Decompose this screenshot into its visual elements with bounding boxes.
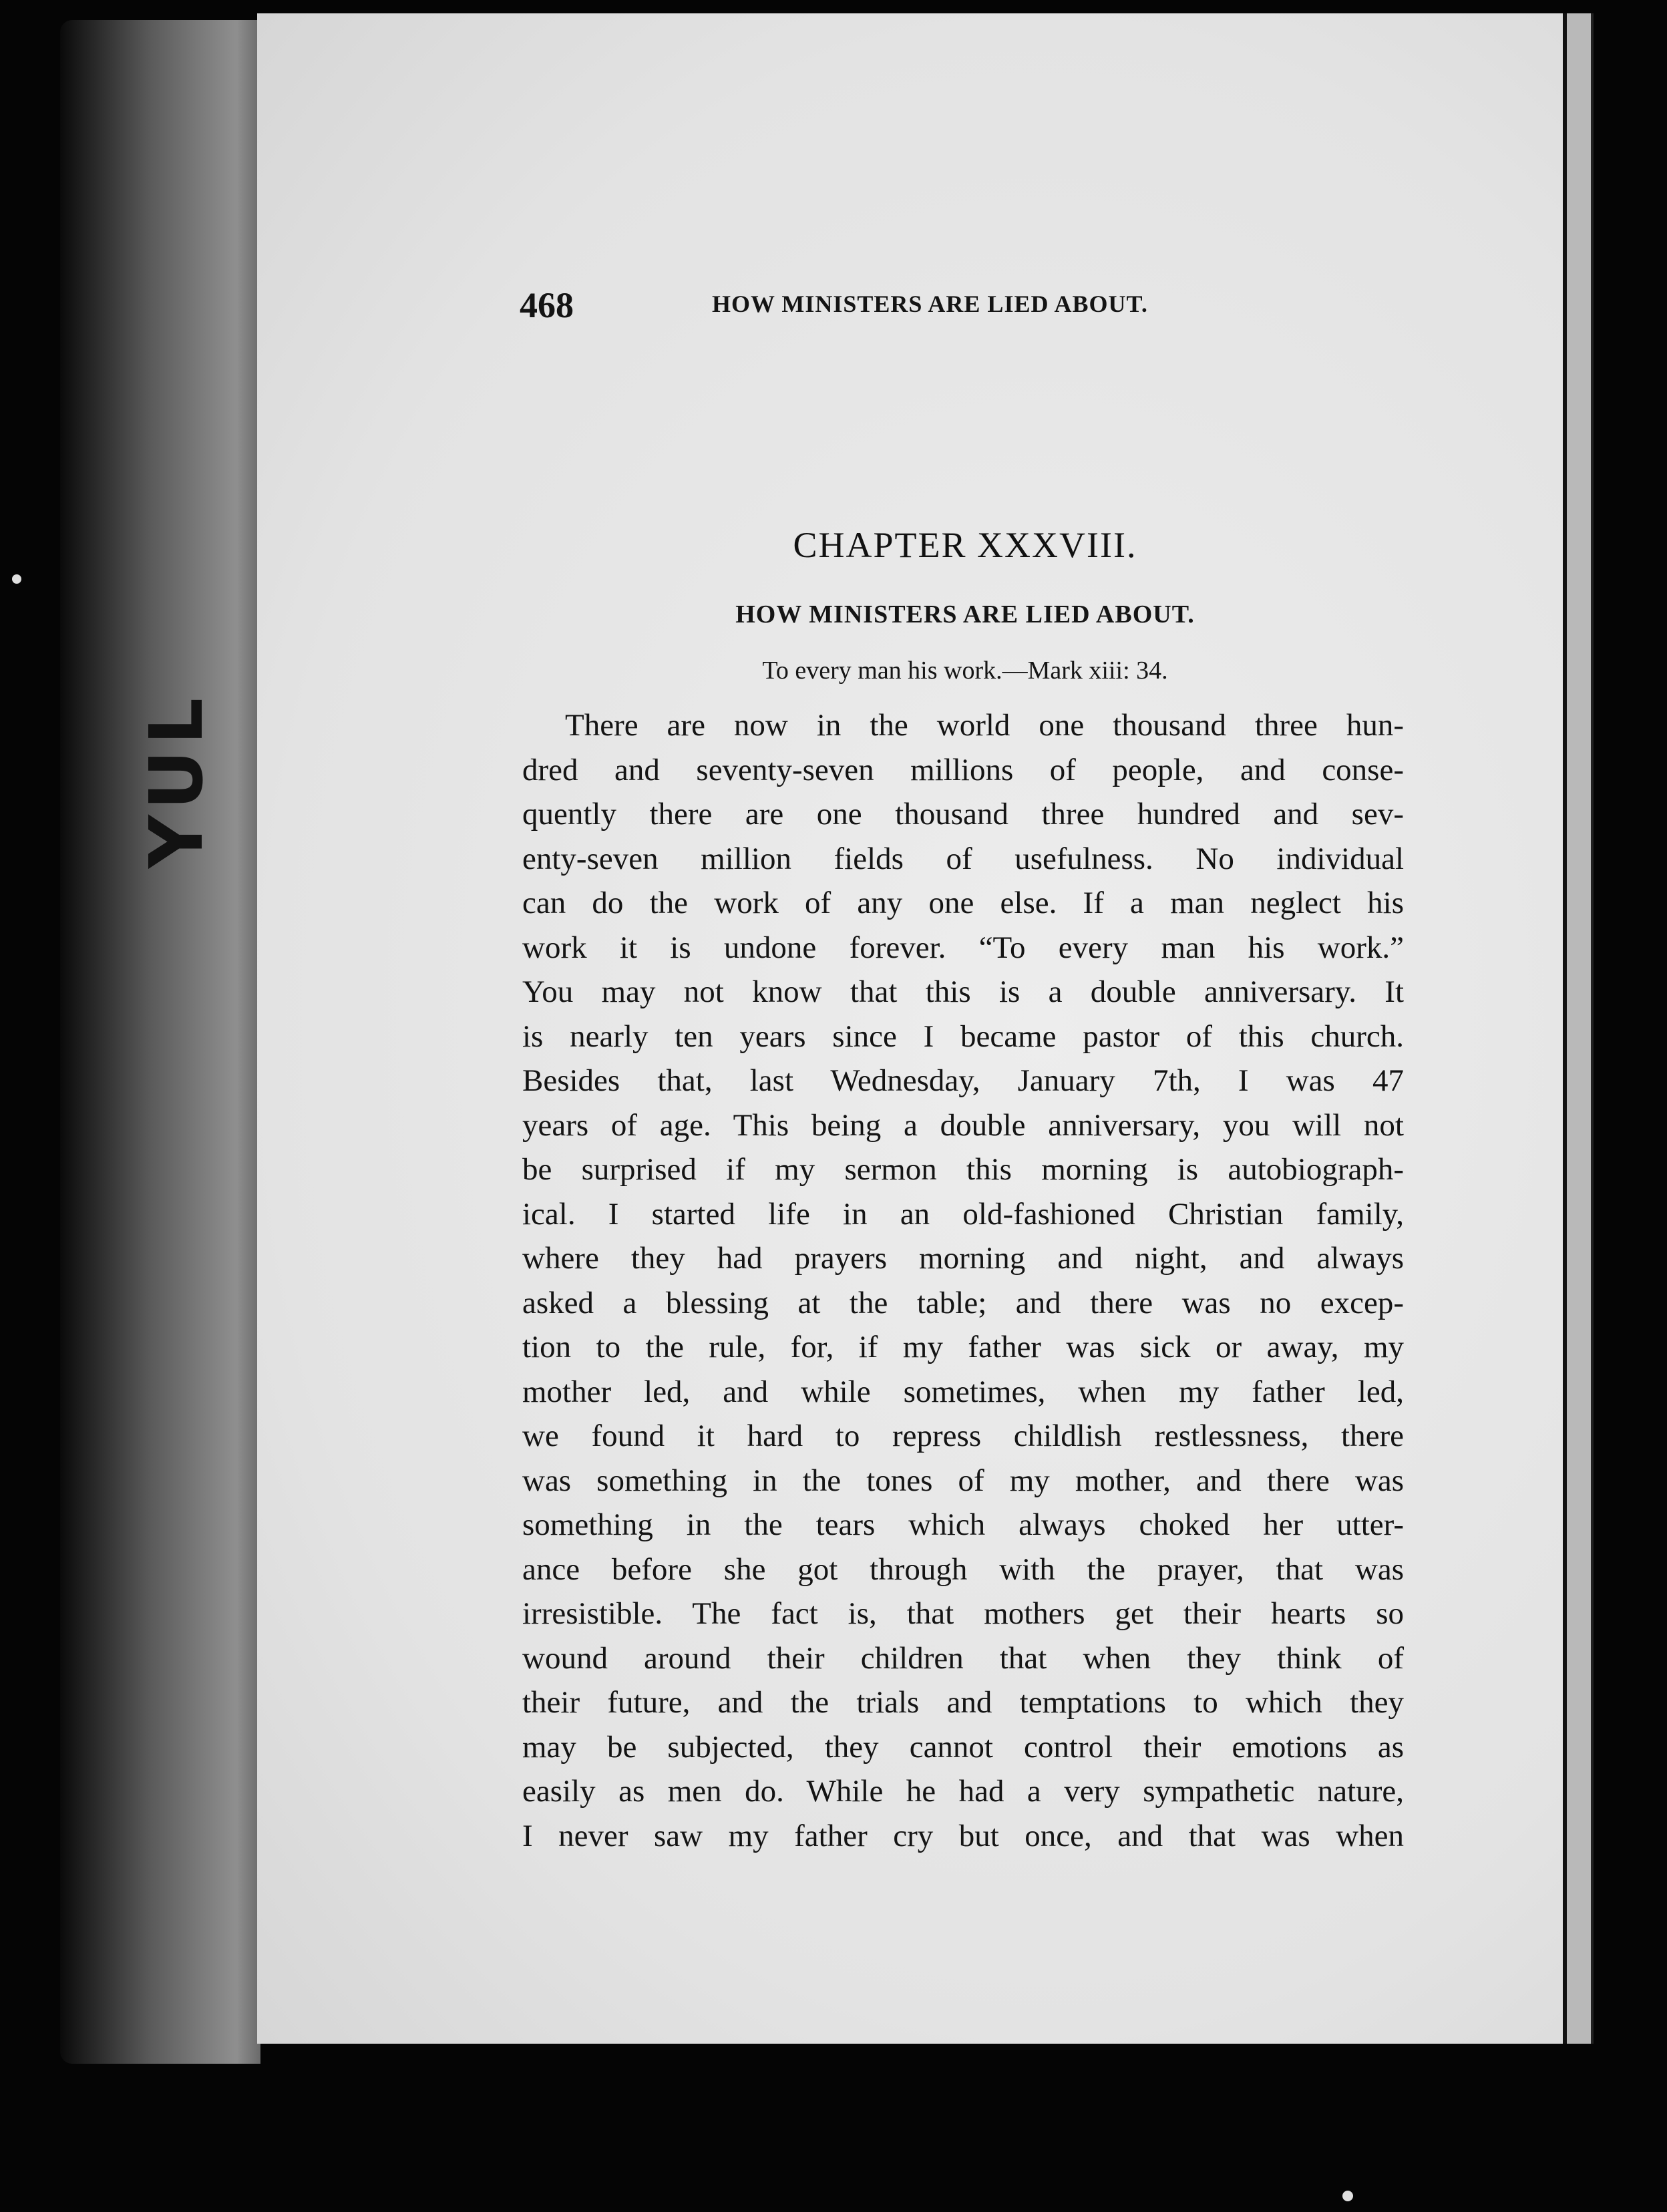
text-line: quently there are one thousand three hundred and sev- [522,797,1404,832]
text-line: wound around their children that when they think of [522,1640,1404,1676]
text-line: where they had prayers morning and night, and always [522,1241,1404,1276]
text-line: ical. I started life in an old-fashioned Christian family, [522,1196,1404,1232]
text-line: enty-seven million fields of usefulness. No individual [522,841,1404,876]
text-line: Besides that, last Wednesday, January 7th, I was 47 [522,1063,1404,1098]
text-line: can do the work of any one else. If a man neglect his [522,886,1404,920]
text-line: asked a blessing at the table; and there was no excep- [522,1285,1404,1320]
text-line: be surprised if my sermon this morning is autobiograph- [522,1152,1404,1187]
text-line: we found it hard to repress childlish restlessness, there [522,1419,1404,1453]
chapter-title: CHAPTER XXXVIII. [793,525,1137,565]
text-line: something in the tears which always choked her utter- [522,1507,1404,1542]
text-line: is nearly ten years since I became pastor of this church. [522,1019,1404,1054]
text-line: easily as men do. While he had a very sympathetic nature, [522,1774,1404,1809]
text-line: was something in the tones of my mother, and there was [522,1463,1404,1498]
page-number: 468 [520,285,574,325]
text-line: mother led, and while sometimes, when my father led, [522,1374,1404,1409]
text-line: may be subjected, they cannot control their emotions as [522,1729,1404,1765]
text-line: years of age. This being a double anniversary, you will not [522,1107,1404,1143]
running-title: HOW MINISTERS ARE LIED ABOUT. [712,291,1148,317]
text-line: ance before she got through with the prayer, that was [522,1551,1404,1587]
text-line: You may not know that this is a double anniversary. It [522,974,1404,1009]
scan-speck [1342,2191,1353,2201]
text-line: I never saw my father cry but once, and that was when [522,1818,1404,1853]
adjacent-page-edge [1563,13,1594,2044]
spine-stamp: YUL [134,692,219,868]
text-line: their future, and the trials and temptations to which they [522,1685,1404,1720]
text-line: There are now in the world one thousand three hun- [565,708,1404,743]
book-spine [60,20,260,2064]
body-text [522,703,1404,1858]
epigraph: To every man his work.—Mark xiii: 34. [762,657,1168,685]
text-line: tion to the rule, for, if my father was sick or away, my [522,1330,1404,1364]
text-line: work it is undone forever. “To every man his work.” [522,930,1404,965]
scan-speck [12,574,21,584]
running-head [520,285,1254,325]
text-line: dred and seventy-seven millions of people, and conse- [522,752,1404,787]
chapter-subtitle: HOW MINISTERS ARE LIED ABOUT. [735,600,1195,628]
text-line: irresistible. The fact is, that mothers get their hearts so [522,1596,1404,1631]
